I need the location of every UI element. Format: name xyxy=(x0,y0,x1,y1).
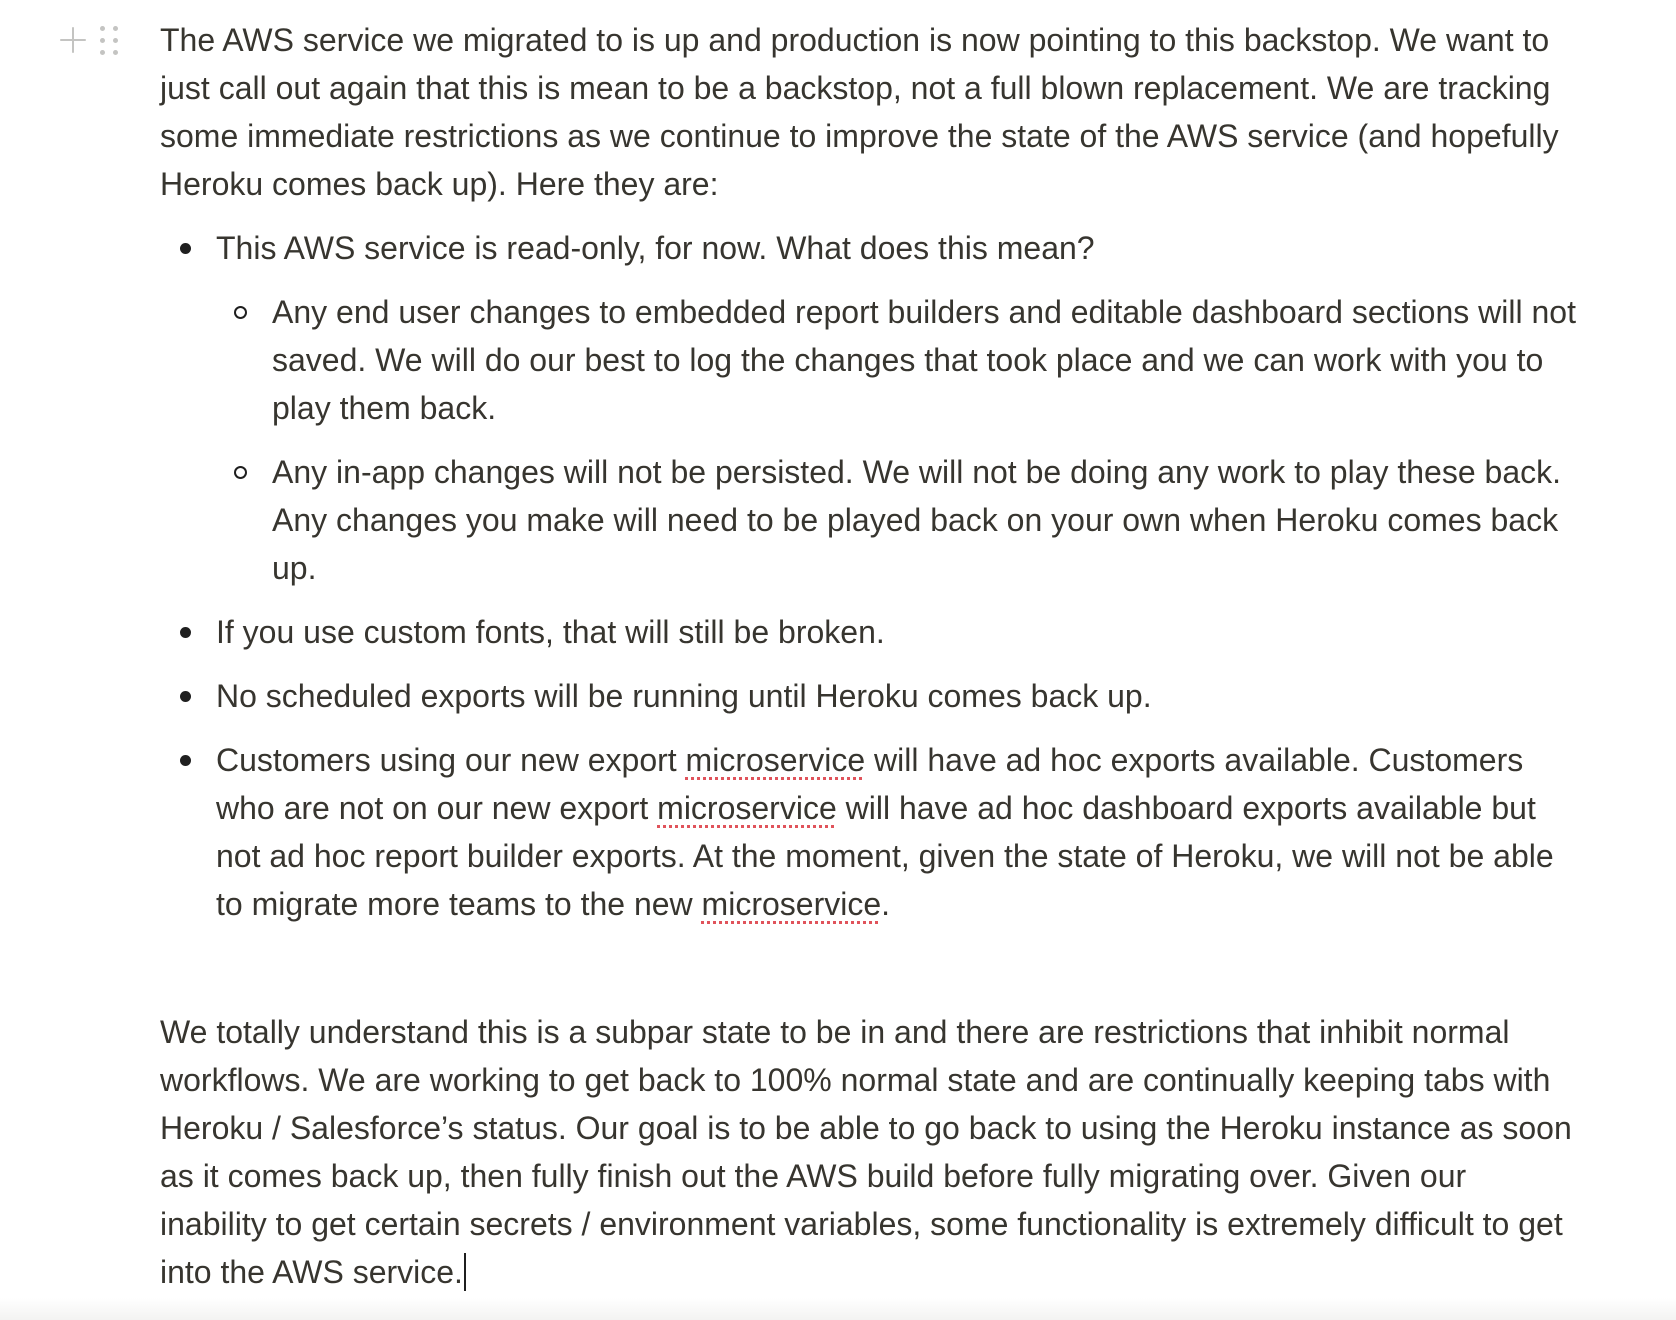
misspelled-word[interactable]: microservice xyxy=(685,742,866,778)
text-run: Customers using our new export xyxy=(216,742,686,778)
empty-block[interactable] xyxy=(160,944,1580,1008)
bottom-edge xyxy=(0,1298,1676,1320)
closing-paragraph[interactable] xyxy=(160,1008,1580,1296)
page-content[interactable] xyxy=(160,16,1580,1296)
sub-list xyxy=(216,288,1580,592)
text-run: will have ad hoc dashboard exports available but not ad hoc report builder exports. At the moment, given the state of Heroku, we will not be able to migrate more teams to the new xyxy=(216,790,1554,922)
list-item[interactable]: If you use custom fonts, that will still be broken. xyxy=(160,608,1580,656)
drag-handle-icon[interactable] xyxy=(100,24,120,56)
text-run: will have ad hoc exports available. Customers who are not on our new export xyxy=(216,742,1524,826)
restrictions-list xyxy=(160,224,1580,928)
text-run: . xyxy=(881,886,891,922)
intro-paragraph[interactable]: The AWS service we migrated to is up and production is now pointing to this backstop. We want to just call out again that this is mean to be a backstop, not a full blown replacement. We are tracking some immediate restrictions as we continue to improve the state of the AWS service (and hopefully Heroku comes back up). Here they are: xyxy=(160,22,1559,202)
text-cursor xyxy=(464,1253,466,1291)
list-item[interactable] xyxy=(160,736,1580,928)
sub-list-item[interactable]: Any in-app changes will not be persisted. We will not be doing any work to play these back. Any changes you make will need to be played back on your own when Heroku comes back up. xyxy=(216,448,1580,592)
list-item[interactable] xyxy=(160,224,1580,592)
misspelled-word[interactable]: microservice xyxy=(701,886,882,922)
plus-icon[interactable] xyxy=(60,27,86,53)
sub-list-item[interactable]: Any end user changes to embedded report builders and editable dashboard sections will not saved. We will do our best to log the changes that took place and we can work with you to play them back. xyxy=(216,288,1580,432)
block-handles xyxy=(60,24,120,56)
misspelled-word[interactable]: microservice xyxy=(657,790,837,826)
list-item[interactable]: No scheduled exports will be running until Heroku comes back up. xyxy=(160,672,1580,720)
list-item-text: This AWS service is read-only, for now. What does this mean? xyxy=(216,230,1095,266)
closing-text: We totally understand this is a subpar state to be in and there are restrictions that inhibit normal workflows. We are working to get back to 100% normal state and are continually keeping tabs with Heroku / Salesforce’s status. Our goal is to be able to go back to using the Heroku instance as soon as it comes back up, then fully finish out the AWS build before fully migrating over. Given our inability to get certain secrets / environment variables, some functionality is extremely difficult to get into the AWS service. xyxy=(160,1014,1572,1290)
